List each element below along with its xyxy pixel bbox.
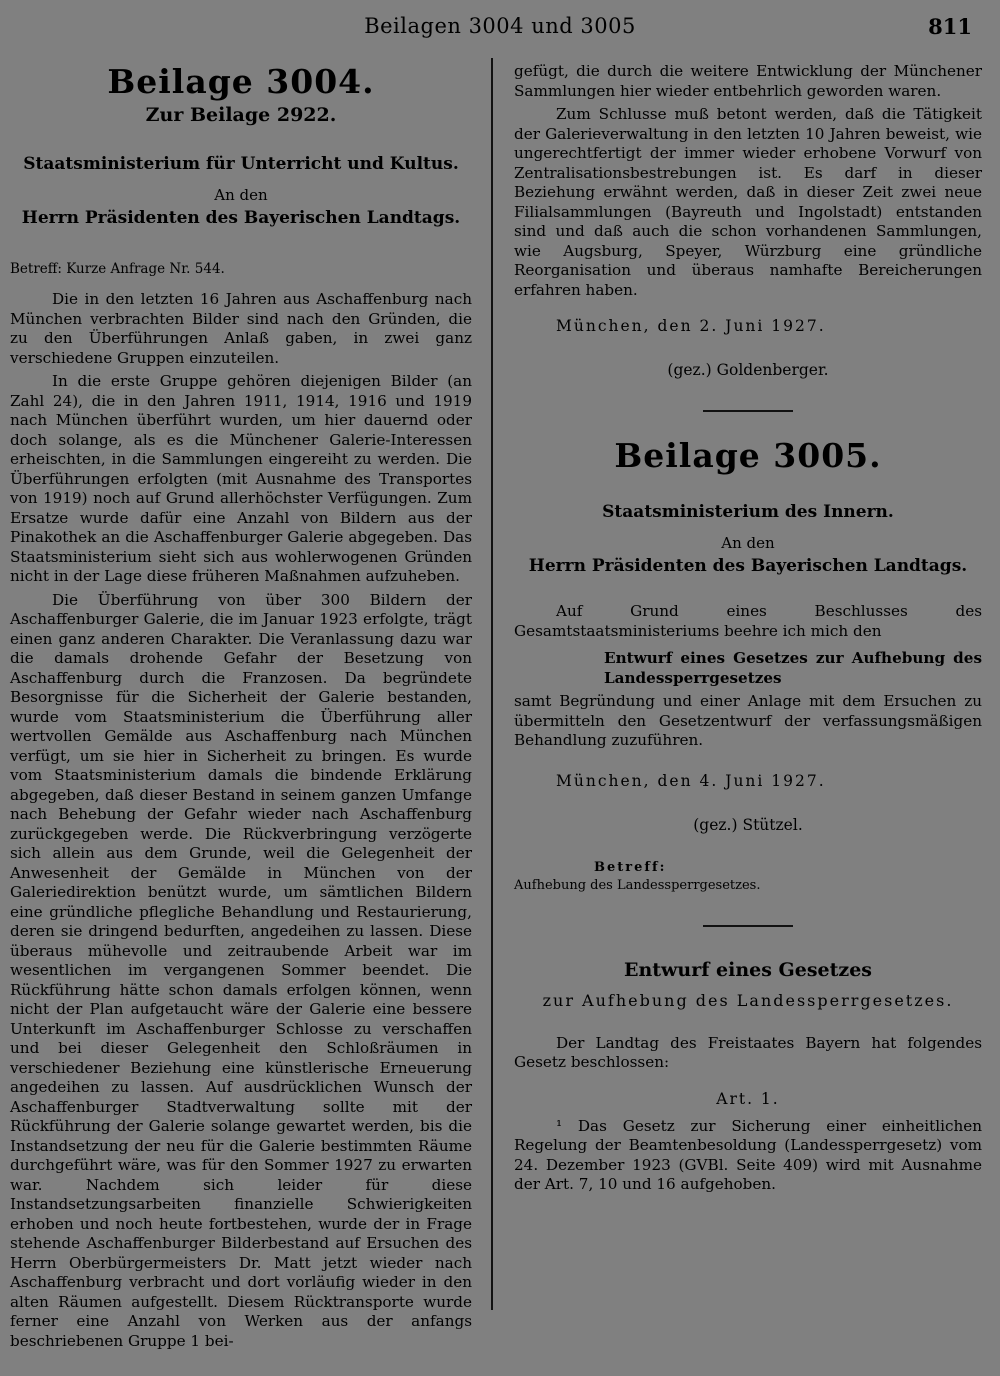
running-title: Beilagen 3004 und 3005 — [364, 14, 636, 38]
law-title: Entwurf eines Gesetzes — [623, 958, 872, 981]
draft-title: Entwurf eines Gesetzes zur Aufhebung des Landessperrgesetzes — [604, 649, 982, 687]
addressee: Herrn Präsidenten des Bayerischen Landtags. — [21, 208, 461, 228]
law-intro: Der Landtag des Freistaates Bayern hat folgendes Gesetz beschlossen: — [514, 1033, 982, 1071]
intro-text-2: samt Begründung und einer Anlage mit dem Ersuchen zu übermitteln den Gesetzentwurf der verfassungsmäßigen Behandlung zuzuführen. — [514, 692, 982, 749]
intro-text: Auf Grund eines Beschlusses des Gesamtstaatsministeriums beehre ich mich den — [514, 602, 982, 640]
betreff-text: Aufhebung des Landessperrgesetzes. — [514, 877, 761, 893]
ministry-heading-2: Staatsministerium des Innern. — [602, 502, 894, 522]
continuation-text: gefügt, die durch die weitere Entwicklung der Münchener Sammlungen hier wieder entbehrlich geworden waren. — [514, 62, 982, 100]
an-den-2: An den — [721, 534, 775, 552]
article-1-text: ¹ Das Gesetz zur Sicherung einer einheitlichen Regelung der Beamtenbesoldung (Landessperrgesetz) vom 24. Dezember 1923 (GVBl. Seite 409) wird mit Ausnahme der Art. 7, 10 und 16 aufgehoben. — [514, 1116, 982, 1193]
paragraph-2: In die erste Gruppe gehören diejenigen Bilder (an Zahl 24), die in den Jahren 1911, 1914, 1916 und 1919 nach München überführt wurden, um hier dauernd oder doch solange, als es die Münchener Galerie-Interessen erheischten, in die Sammlungen eingereiht zu werden. Die Überführungen erfolgten (mit Ausnahme des Transportes von 1919) noch auf Grund allerhöchster Verfügungen. Zum Ersatze wurde dafür eine Anzahl von Bildern aus der Pinakothek an die Aschaffenburger Galerie abgegeben. Das Staatsministerium sieht sich aus wohlerwogenen Gründen nicht in der Lage diese früheren Maßnahmen aufzuheben. — [10, 372, 472, 585]
addressee-2: Herrn Präsidenten des Bayerischen Landtags. — [528, 556, 968, 576]
article-1-heading: Art. 1. — [716, 1089, 780, 1108]
beilage-3004-subtitle: Zur Beilage 2922. — [145, 104, 337, 126]
page-header — [0, 14, 1000, 48]
beilage-3005-title: Beilage 3005. — [614, 436, 882, 475]
signature-2: (gez.) Stützel. — [693, 815, 803, 834]
date-line-2: München, den 4. Juni 1927. — [556, 771, 826, 790]
paragraph-3: Die Überführung von über 300 Bildern der Aschaffenburger Galerie, die im Januar 1923 erfolgte, trägt einen ganz anderen Charakter. Die Veranlassung dazu war die damals drohende Gefahr der Besetzung von Aschaffenburg durch die Franzosen. Da begründete Besorgnisse für die Sicherheit der Galerie bestanden, wurde vom Staatsministerium die Überführung aller wertvollen Gemälde aus Aschaffenburg nach München verfügt, um sie hier in Sicherheit zu bringen. Es wurde vom Staatsministerium damals die bindende Erklärung abgegeben, daß dieser Bestand in seinem ganzen Umfange nach Behebung der Gefahr wieder nach Aschaffenburg zurückgegeben werde. Die Rückverbringung verzögerte sich allein aus dem Grunde, weil die Gelegenheit der Anwesenheit der Gemälde in München von der Galeriedirektion benützt wurde, um sämtlichen Bildern eine gründliche pflegliche Behandlung und Restaurierung, deren sie dringend bedurften, angedeihen zu lassen. Diese überaus mühevolle und zeitraubende Arbeit war im wesentlichen im vergangenen Sommer beendet. Die Rückführung hätte schon damals erfolgen können, wenn nicht der Plan aufgetaucht wäre der Galerie eine bessere Unterkunft im Aschaffenburger Schlosse zu verschaffen und bei dieser Gelegenheit den Schloßräumen in verschiedener Beziehung eine künstlerische Erneuerung angedeihen zu lassen. Auf ausdrücklichen Wunsch der Aschaffenburger Stadtverwaltung sollte mit der Rückführung der Galerie solange gewartet werden, bis die Instandsetzung der neu für die Galerie bestimmten Räume durchgeführt wäre, was für den Sommer 1927 zu erwarten war. Nachdem sich leider für diese Instandsetzungsarbeiten finanzielle Schwierigkeiten erhoben und noch heute fortbestehen, wurde der in Frage stehende Aschaffenburger Bilderbestand auf Ersuchen des Herrn Oberbürgermeisters Dr. Matt jetzt wieder nach Aschaffenburg verbracht und dort vorläufig wieder in den alten Räumen aufgestellt. Diesem Rücktransporte wurde ferner eine Anzahl von Werken aus der anfangs beschriebenen Gruppe 1 bei- — [10, 590, 472, 1350]
paragraph-1: Die in den letzten 16 Jahren aus Aschaffenburg nach München verbrachten Bilder sind nach den Gründen, die zu den Überführungen Anlaß gaben, in zwei ganz verschiedene Gruppen einzuteilen. — [10, 290, 472, 367]
law-subtitle: zur Aufhebung des Landessperrgesetzes. — [542, 990, 954, 1010]
betreff-line: Betreff: Kurze Anfrage Nr. 544. — [10, 261, 225, 277]
page-number: 811 — [928, 14, 972, 39]
ministry-heading: Staatsministerium für Unterricht und Kultus. — [23, 154, 459, 174]
column-divider — [491, 58, 493, 1310]
beilage-3004-title: Beilage 3004. — [107, 62, 375, 101]
signature-1: (gez.) Goldenberger. — [667, 361, 829, 379]
right-column — [514, 62, 982, 1195]
left-column — [10, 62, 472, 1351]
closing-paragraph: Zum Schlusse muß betont werden, daß die Tätigkeit der Galerieverwaltung in den letzten 10 Jahren beweist, wie ungerechtfertigt der immer wieder erhobene Vorwurf von Zentralisationsbestrebungen ist. Es darf in dieser Beziehung erwähnt werden, daß in dieser Zeit zwei neue Filialsammlungen (Bayreuth und Ingolstadt) entstanden sind und daß auch die schon vorhandenen Sammlungen, wie Augsburg, Speyer, Würzburg eine gründliche Reorganisation und überaus namhafte Bereicherungen erfahren haben. — [514, 105, 982, 299]
date-line-1: München, den 2. Juni 1927. — [556, 317, 826, 335]
betreff-label: Betreff: — [594, 859, 667, 875]
an-den: An den — [214, 186, 268, 204]
